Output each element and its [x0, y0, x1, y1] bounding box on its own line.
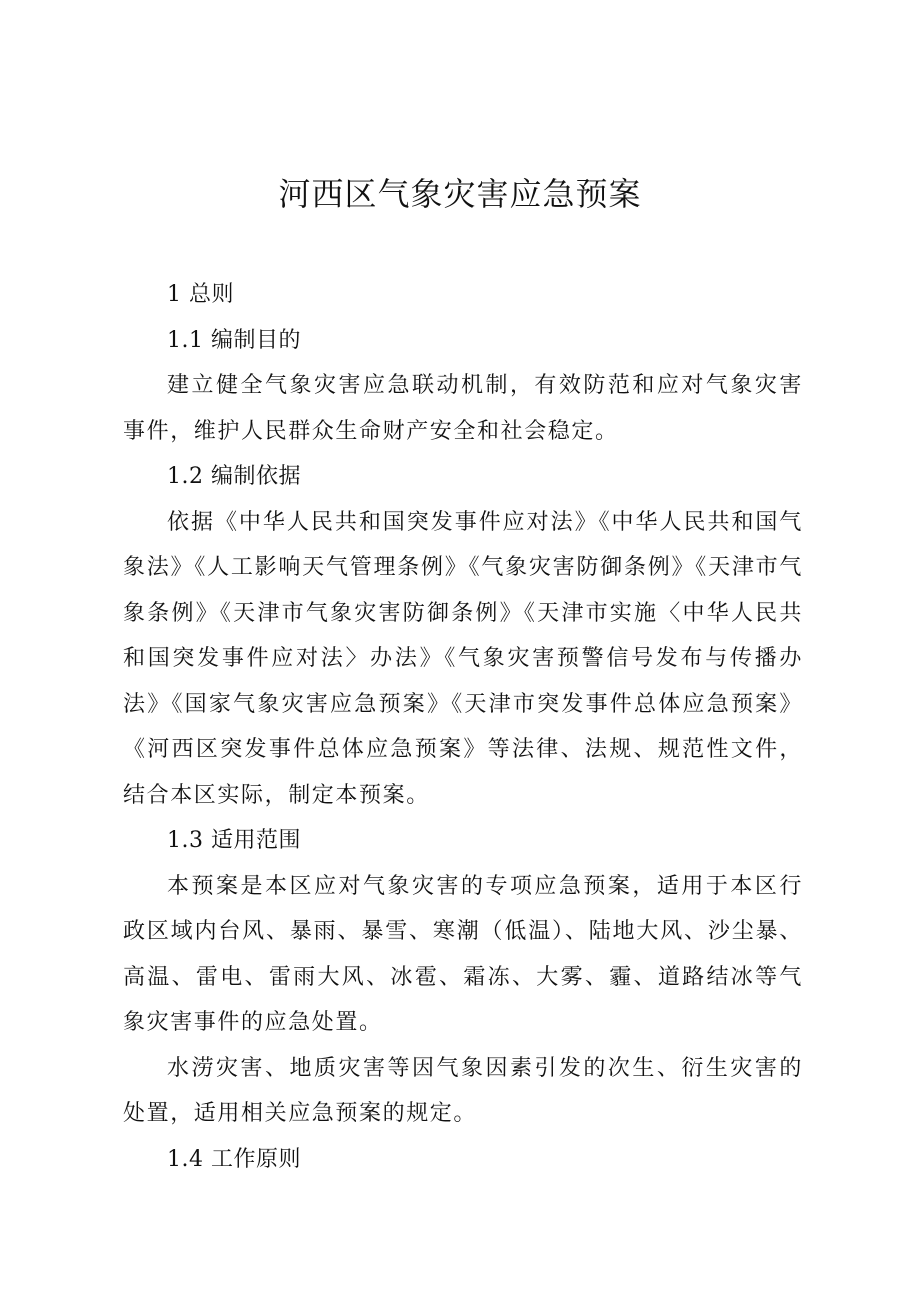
section-heading-principles: 1.4 工作原则 [167, 1146, 301, 1172]
paragraph-scope: 本预案是本区应对气象灾害的专项应急预案，适用于本区行政区域内台风、暴雨、暴雪、寒潮（低温）、陆地大风、沙尘暴、高温、雷电、雷雨大风、冰雹、霜冻、大雾、霾、道路结冰等气象灾害事件的应急处置。 [123, 873, 803, 1035]
paragraph-basis: 依据《中华人民共和国突发事件应对法》《中华人民共和国气象法》《人工影响天气管理条例》《气象灾害防御条例》《天津市气象条例》《天津市气象灾害防御条例》《天津市实施〈中华人民共和国突发事件应对法〉办法》《气象灾害预警信号发布与传播办法》《国家气象灾害应急预案》《天津市突发事件总体应急预案》《河西区突发事件总体应急预案》等法律、法规、规范性文件，结合本区实际，制定本预案。 [123, 509, 803, 808]
section-heading-purpose: 1.1 编制目的 [167, 327, 301, 353]
document-body [123, 272, 803, 1182]
section-heading-scope: 1.3 适用范围 [167, 828, 301, 853]
paragraph-purpose: 建立健全气象灾害应急联动机制，有效防范和应对气象灾害事件，维护人民群众生命财产安全和社会稳定。 [123, 373, 803, 444]
section-heading-basis: 1.2 编制依据 [167, 464, 301, 489]
document-title: 河西区气象灾害应急预案 [278, 175, 642, 213]
paragraph-secondary-disasters: 水涝灾害、地质灾害等因气象因素引发的次生、衍生灾害的处置，适用相关应急预案的规定。 [123, 1055, 803, 1126]
section-heading-general: 1 总则 [167, 282, 234, 307]
